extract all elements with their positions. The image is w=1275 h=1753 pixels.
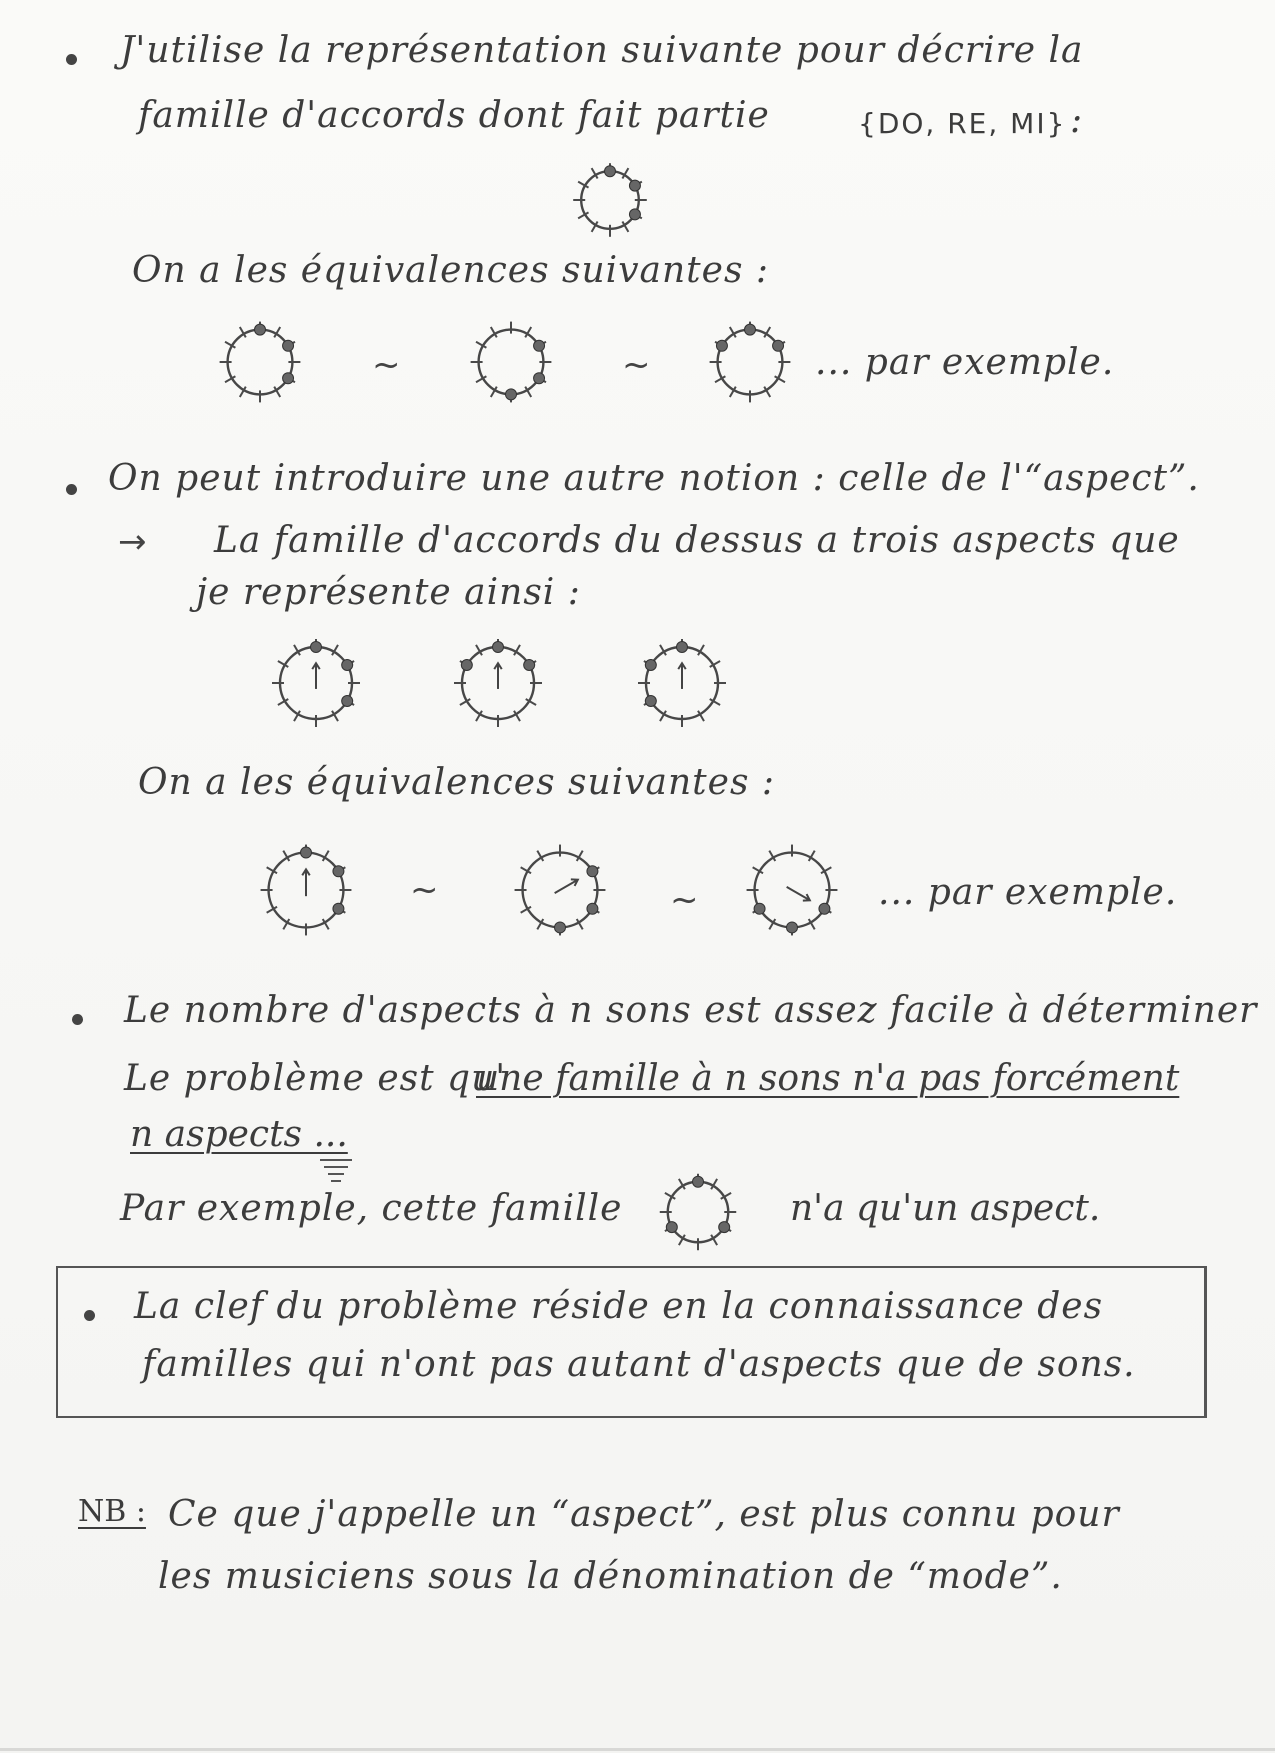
chord-set: {DO, RE, MI} bbox=[858, 107, 1067, 140]
note-dot bbox=[255, 324, 266, 335]
aspect-circle bbox=[508, 838, 612, 942]
note-dot bbox=[587, 903, 598, 914]
note-dot bbox=[506, 389, 517, 400]
note-dot bbox=[301, 847, 312, 858]
chord-circle bbox=[705, 317, 795, 407]
equivalence-symbol: ~ bbox=[372, 345, 401, 385]
chord-circle bbox=[466, 317, 556, 407]
text-line: On peut introduire une autre notion : celle de l'“aspect”. bbox=[108, 458, 1200, 499]
text-line: J'utilise la représentation suivante pour décrire la bbox=[120, 30, 1084, 71]
note-dot bbox=[283, 373, 294, 384]
note-dot bbox=[773, 340, 784, 351]
text-line: La clef du problème réside en la connaissance des bbox=[134, 1286, 1104, 1327]
text-line: On a les équivalences suivantes : bbox=[132, 250, 770, 291]
text-line: famille d'accords dont fait partie bbox=[138, 95, 770, 136]
note-dot bbox=[333, 866, 344, 877]
text-line: On a les équivalences suivantes : bbox=[138, 762, 776, 803]
note-dot bbox=[524, 660, 535, 671]
note-dot bbox=[333, 903, 344, 914]
aspect-circle bbox=[740, 838, 844, 942]
text-line: ... par exemple. bbox=[878, 872, 1178, 913]
page-fold-line bbox=[0, 1748, 1275, 1751]
note-dot bbox=[342, 660, 353, 671]
note-dot bbox=[819, 903, 830, 914]
note-dot bbox=[605, 166, 616, 177]
note-dot bbox=[719, 1222, 730, 1233]
note-dot bbox=[534, 373, 545, 384]
note-dot bbox=[745, 324, 756, 335]
circle-outline bbox=[668, 1182, 728, 1242]
text-line: n'a qu'un aspect. bbox=[790, 1188, 1101, 1229]
circle-outline bbox=[228, 330, 293, 395]
note-dot bbox=[629, 209, 640, 220]
note-dot bbox=[461, 660, 472, 671]
note-dot bbox=[342, 696, 353, 707]
text-line: Par exemple, cette famille bbox=[120, 1188, 623, 1229]
equivalence-symbol: ~ bbox=[670, 880, 699, 920]
note-dot bbox=[645, 696, 656, 707]
bullet-3 bbox=[72, 1014, 83, 1025]
note-dot bbox=[534, 340, 545, 351]
circle-outline bbox=[479, 330, 544, 395]
chord-circle bbox=[570, 160, 650, 240]
text-line: Le nombre d'aspects à n sons est assez facile à déterminer bbox=[124, 990, 1258, 1031]
note-dot bbox=[754, 903, 765, 914]
aspect-circle bbox=[266, 633, 366, 733]
colon: : bbox=[1070, 100, 1083, 141]
text-line: Ce que j'appelle un “aspect”, est plus connu pour bbox=[168, 1494, 1120, 1535]
note-dot bbox=[311, 642, 322, 653]
aspect-arrow bbox=[787, 887, 810, 900]
equivalence-symbol: ~ bbox=[410, 870, 439, 910]
note-dot bbox=[587, 866, 598, 877]
chord-circle bbox=[656, 1170, 740, 1254]
note-dot bbox=[555, 922, 566, 933]
note-dot bbox=[629, 180, 640, 191]
bullet-4 bbox=[84, 1310, 95, 1321]
note-dot bbox=[693, 1176, 704, 1187]
equivalence-symbol: ~ bbox=[622, 345, 651, 385]
note-dot bbox=[493, 642, 504, 653]
text-line: Le problème est qu' bbox=[124, 1058, 507, 1099]
note-dot bbox=[283, 340, 294, 351]
underlined-text: une famille à n sons n'a pas forcément bbox=[476, 1058, 1180, 1099]
note-dot bbox=[645, 660, 656, 671]
emphasis-marks bbox=[316, 1156, 356, 1186]
text-line: je représente ainsi : bbox=[196, 572, 581, 613]
nb-label: NB : bbox=[78, 1494, 146, 1529]
text-line: La famille d'accords du dessus a trois aspects que bbox=[214, 520, 1180, 561]
text-line: les musiciens sous la dénomination de “mode”. bbox=[158, 1556, 1063, 1597]
note-dot bbox=[677, 642, 688, 653]
note-dot bbox=[666, 1222, 677, 1233]
underlined-text: n aspects ... bbox=[130, 1114, 348, 1155]
circle-outline bbox=[718, 330, 783, 395]
circle-outline bbox=[581, 171, 639, 229]
aspect-circle bbox=[448, 633, 548, 733]
text-line: familles qui n'ont pas autant d'aspects que de sons. bbox=[142, 1344, 1136, 1385]
chord-circle bbox=[215, 317, 305, 407]
bullet-1 bbox=[66, 54, 77, 65]
text-line: ... par exemple. bbox=[815, 342, 1115, 383]
circle-shape bbox=[573, 163, 647, 237]
aspect-circle bbox=[254, 838, 358, 942]
arrow-icon: → bbox=[118, 522, 147, 562]
aspect-arrow bbox=[555, 880, 578, 893]
note-dot bbox=[787, 922, 798, 933]
bullet-2 bbox=[66, 484, 77, 495]
note-dot bbox=[716, 340, 727, 351]
aspect-circle bbox=[632, 633, 732, 733]
